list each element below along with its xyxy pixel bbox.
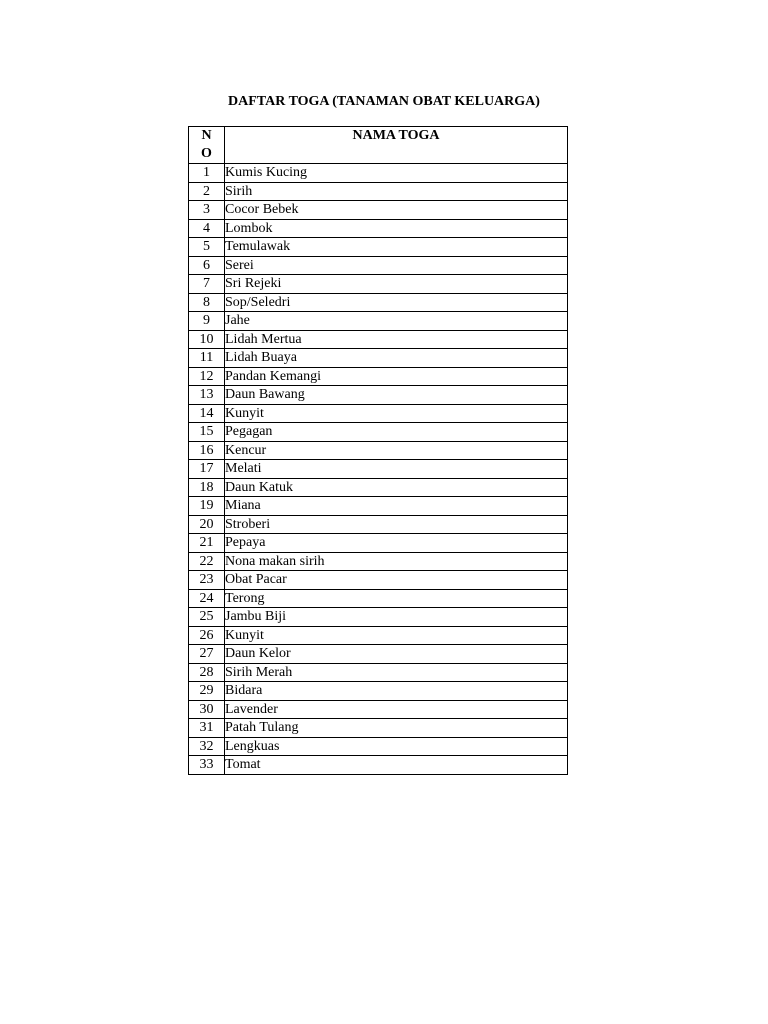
row-number: 31	[189, 719, 225, 738]
column-header-no-line2: O	[201, 146, 212, 161]
table-row	[189, 367, 568, 386]
row-number: 15	[189, 423, 225, 442]
plant-name: Jambu Biji	[225, 608, 568, 627]
document-title: DAFTAR TOGA (TANAMAN OBAT KELUARGA)	[228, 94, 540, 109]
plant-name: Pegagan	[225, 423, 568, 442]
table-row	[189, 441, 568, 460]
row-number: 2	[189, 182, 225, 201]
row-number: 8	[189, 293, 225, 312]
plant-name: Sirih Merah	[225, 663, 568, 682]
table-row	[189, 534, 568, 553]
table-row	[189, 626, 568, 645]
plant-name: Daun Katuk	[225, 478, 568, 497]
table-row	[189, 756, 568, 775]
header-row	[189, 127, 568, 164]
plant-name: Pandan Kemangi	[225, 367, 568, 386]
table-row	[189, 737, 568, 756]
table-row	[189, 164, 568, 183]
plant-name: Lombok	[225, 219, 568, 238]
row-number: 19	[189, 497, 225, 516]
table-row	[189, 201, 568, 220]
plant-name: Sirih	[225, 182, 568, 201]
table-row	[189, 515, 568, 534]
row-number: 21	[189, 534, 225, 553]
row-number: 4	[189, 219, 225, 238]
table-row	[189, 663, 568, 682]
table-row	[189, 330, 568, 349]
row-number: 24	[189, 589, 225, 608]
table-row	[189, 182, 568, 201]
row-number: 14	[189, 404, 225, 423]
table-row	[189, 645, 568, 664]
row-number: 7	[189, 275, 225, 294]
table-row	[189, 682, 568, 701]
table-row	[189, 219, 568, 238]
table-row	[189, 349, 568, 368]
table-row	[189, 571, 568, 590]
table-row	[189, 552, 568, 571]
plant-name: Sop/Seledri	[225, 293, 568, 312]
row-number: 5	[189, 238, 225, 257]
row-number: 32	[189, 737, 225, 756]
table-row	[189, 386, 568, 405]
table-row	[189, 238, 568, 257]
plant-name: Kumis Kucing	[225, 164, 568, 183]
plant-name: Obat Pacar	[225, 571, 568, 590]
table-body	[189, 164, 568, 775]
plant-name: Lengkuas	[225, 737, 568, 756]
plant-name: Daun Kelor	[225, 645, 568, 664]
plant-name: Kunyit	[225, 404, 568, 423]
row-number: 26	[189, 626, 225, 645]
row-number: 13	[189, 386, 225, 405]
column-header-no-line1: N	[201, 128, 212, 143]
table-row	[189, 256, 568, 275]
row-number: 6	[189, 256, 225, 275]
table-row	[189, 423, 568, 442]
plant-name: Lavender	[225, 700, 568, 719]
table-row	[189, 719, 568, 738]
row-number: 29	[189, 682, 225, 701]
row-number: 12	[189, 367, 225, 386]
row-number: 17	[189, 460, 225, 479]
plant-name: Lidah Mertua	[225, 330, 568, 349]
row-number: 28	[189, 663, 225, 682]
plant-name: Kencur	[225, 441, 568, 460]
row-number: 30	[189, 700, 225, 719]
toga-table	[188, 126, 568, 775]
row-number: 22	[189, 552, 225, 571]
plant-name: Patah Tulang	[225, 719, 568, 738]
table-row	[189, 497, 568, 516]
row-number: 10	[189, 330, 225, 349]
row-number: 33	[189, 756, 225, 775]
table-row	[189, 275, 568, 294]
table-row	[189, 589, 568, 608]
table-row	[189, 293, 568, 312]
table-row	[189, 608, 568, 627]
row-number: 3	[189, 201, 225, 220]
plant-name: Kunyit	[225, 626, 568, 645]
row-number: 1	[189, 164, 225, 183]
row-number: 9	[189, 312, 225, 331]
table-row	[189, 478, 568, 497]
plant-name: Terong	[225, 589, 568, 608]
plant-name: Pepaya	[225, 534, 568, 553]
table-header	[189, 127, 568, 164]
plant-name: Nona makan sirih	[225, 552, 568, 571]
plant-name: Miana	[225, 497, 568, 516]
plant-name: Serei	[225, 256, 568, 275]
plant-name: Stroberi	[225, 515, 568, 534]
table-row	[189, 312, 568, 331]
row-number: 16	[189, 441, 225, 460]
plant-name: Tomat	[225, 756, 568, 775]
plant-name: Sri Rejeki	[225, 275, 568, 294]
column-header-no	[189, 127, 225, 164]
table-row	[189, 700, 568, 719]
row-number: 25	[189, 608, 225, 627]
table-row	[189, 460, 568, 479]
row-number: 23	[189, 571, 225, 590]
plant-name: Temulawak	[225, 238, 568, 257]
plant-name: Jahe	[225, 312, 568, 331]
plant-name: Melati	[225, 460, 568, 479]
row-number: 11	[189, 349, 225, 368]
plant-name: Daun Bawang	[225, 386, 568, 405]
row-number: 18	[189, 478, 225, 497]
plant-name: Lidah Buaya	[225, 349, 568, 368]
column-header-name: NAMA TOGA	[225, 127, 568, 164]
plant-name: Bidara	[225, 682, 568, 701]
table-row	[189, 404, 568, 423]
row-number: 20	[189, 515, 225, 534]
plant-name: Cocor Bebek	[225, 201, 568, 220]
row-number: 27	[189, 645, 225, 664]
